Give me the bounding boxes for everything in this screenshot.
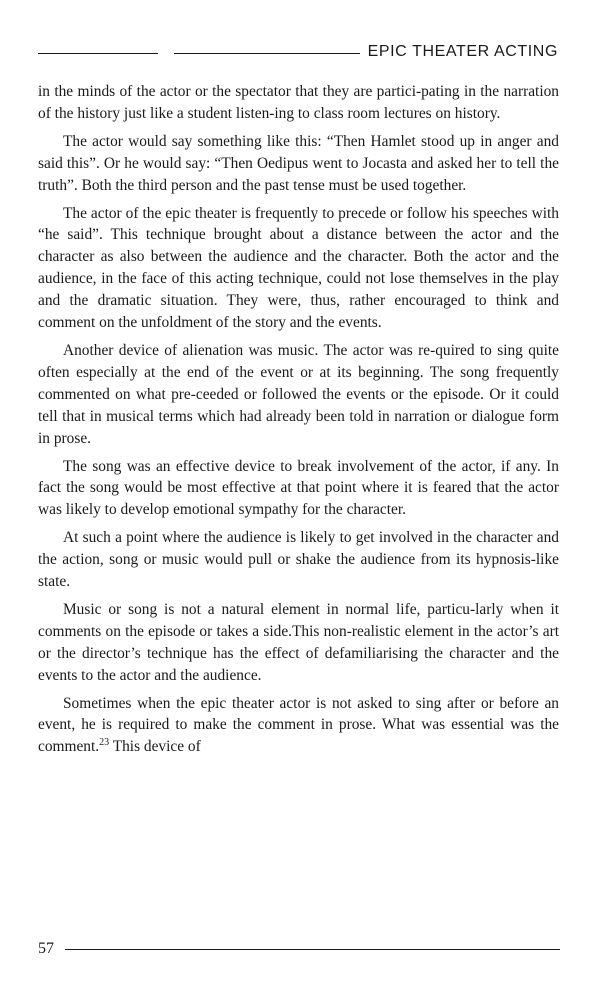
paragraph-text-before-footnote: Sometimes when the epic theater actor is not asked to sing after or before an event, he is required to make the comment in prose. What was essential was the comment. [38, 694, 559, 756]
running-head-title: EPIC THEATER ACTING [367, 43, 558, 60]
paragraph-with-footnote [38, 693, 559, 759]
paragraph: The actor would say something like this: “Then Hamlet stood up in anger and said this”. Or he would say: “Then Oedipus went to Jocasta and asked her to tell the truth”. Both the third person and the past tense must be used together. [38, 132, 559, 194]
paragraph: The song was an effective device to break involvement of the actor, if any. In fact the song would be most effective at that point where it is feared that the actor was likely to develop emotional sympathy for the character. [38, 457, 559, 519]
body-text [38, 81, 559, 764]
header-rule-middle [174, 53, 360, 54]
paragraph: The actor of the epic theater is frequently to precede or follow his speeches with “he said”. This technique brought about a distance between the actor and the character as also between the audience and the character. Both the actor and the audience, in the face of this acting technique, could not lose themselves in the play and the dramatic situation. They were, thus, rather encouraged to think and comment on the unfoldment of the story and the events. [38, 204, 559, 332]
footnote-reference[interactable]: 23 [99, 737, 110, 749]
page-footer [38, 938, 560, 960]
paragraph-text-after-footnote: This device of [109, 738, 201, 756]
paragraph: Music or song is not a natural element in normal life, particu-larly when it comments on the episode or takes a side.This non-realistic element in the actor’s art or the director’s technique has the effect of defamiliarising the character and the events to the actor and the audience. [38, 600, 559, 684]
paragraph-continued: in the minds of the actor or the spectator that they are partici-pating in the narration of the history just like a student listen-ing to class room lectures on history. [38, 83, 559, 122]
paragraph: Another device of alienation was music. The actor was re-quired to sing quite often especially at the end of the event or at its beginning. The song frequently commented on what pre-ceeded or followed the events or the episode. Or it could tell that in musical terms which had already been told in narration or dialogue form in prose. [38, 341, 559, 447]
running-head [38, 40, 560, 64]
footer-rule [65, 949, 560, 950]
header-rule-left [38, 53, 158, 54]
paragraph: At such a point where the audience is likely to get involved in the character and the action, song or music would pull or shake the audience from its hypnosis-like state. [38, 529, 559, 591]
page-number: 57 [38, 940, 54, 957]
